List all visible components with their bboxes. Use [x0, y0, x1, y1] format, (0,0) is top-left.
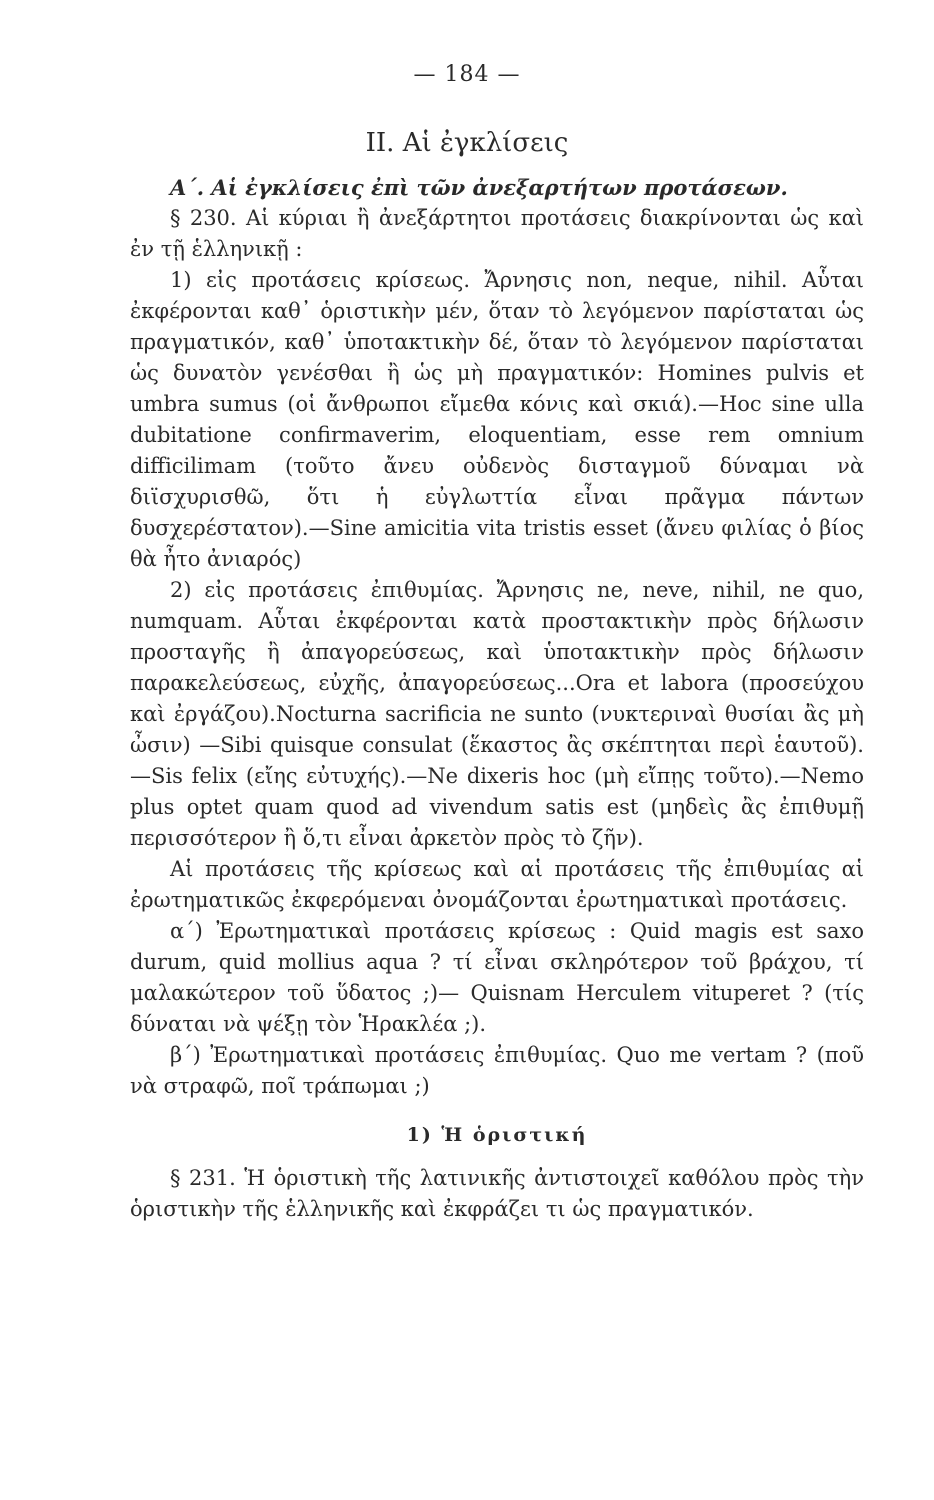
paragraph-interrogative-judgement: α΄) Ἐρωτηματικαὶ προτάσεις κρίσεως : Quid magis est saxo durum, quid mollius aqua ? τί εἶναι σκληρότερον τοῦ βράχου, τί μαλακώτερον τοῦ ὕδατος ;)— Quisnam Herculem vituperet ? (τίς δύναται νὰ ψέξῃ τὸν Ἡρακλέα ;).: [130, 919, 864, 1036]
paragraph-231: § 231. Ἡ ὁριστικὴ τῆς λατινικῆς ἀντιστοιχεῖ καθόλου πρὸς τὴν ὁριστικὴν τῆς ἑλληνικῆς καὶ ἐκφράζει τι ὡς πραγματικόν.: [130, 1166, 864, 1221]
page-number: — 184 —: [413, 62, 521, 87]
paragraph-interrogative: Αἱ προτάσεις τῆς κρίσεως καὶ αἱ προτάσεις τῆς ἐπιθυμίας αἱ ἐρωτηματικῶς ἐκφερόμεναι ὀνομάζονται ἐρωτηματικαὶ προτάσεις.: [130, 857, 864, 912]
paragraph-interrogative-desire: β΄) Ἐρωτηματικαὶ προτάσεις ἐπιθυμίας. Quo me vertam ? (ποῦ νὰ στραφῶ, ποῖ τράπωμαι ;): [130, 1043, 864, 1098]
subheading: Α΄. Αἱ ἐγκλίσεις ἐπὶ τῶν ἀνεξαρτήτων προτάσεων.: [170, 175, 788, 200]
paragraph-desire: 2) εἰς προτάσεις ἐπιθυμίας. Ἄρνησις ne, neve, nihil, ne quo, numquam. Αὗται ἐκφέρονται κατὰ προστακτικὴν πρὸς δήλωσιν προσταγῆς ἢ ἀπαγορεύσεως, καὶ ὑποτακτικὴν πρὸς δήλωσιν παρακελεύσεως, εὐχῆς, ἀπαγορεύσεως...Ora et labora (προσεύχου καὶ ἐργάζου).Nocturna sacrificia ne sunto (νυκτεριναὶ θυσίαι ἂς μὴ ὦσιν) —Sibi quisque consulat (ἕκαστος ἂς σκέπτηται περὶ ἑαυτοῦ).—Sis felix (εἴης εὐτυχής).—Ne dixeris hoc (μὴ εἴπῃς τοῦτο).—Nemo plus optet quam quod ad vivendum satis est (μηδεὶς ἂς ἐπιθυμῇ περισσότερον ἢ ὅ,τι εἶναι ἀρκετὸν πρὸς τὸ ζῆν).: [130, 578, 864, 850]
paragraph-judgement: 1) εἰς προτάσεις κρίσεως. Ἄρνησις non, neque, nihil. Αὗται ἐκφέρονται καθ᾽ ὁριστικὴν μέν, ὅταν τὸ λεγόμενον παρίσταται ὡς πραγματικόν, καθ᾽ ὑποτακτικὴν δέ, ὅταν τὸ λεγόμενον παρίσταται ὡς δυνατὸν γενέσθαι ἢ ὡς μὴ πραγματικόν: Homines pulvis et umbra sumus (οἱ ἄνθρωποι εἴμεθα κόνις καὶ σκιά).—Hoc sine ulla dubitatione confirmaverim, eloquentiam, esse rem omnium difficilimam (τοῦτο ἄνευ οὐδενὸς δισταγμοῦ δύναμαι νὰ διϊσχυρισθῶ, ὅτι ἡ εὐγλωττία εἶναι πρᾶγμα πάντων δυσχερέστατον).—Sine amicitia vita tristis esset (ἄνευ φιλίας ὁ βίος θὰ ἦτο ἀνιαρός): [130, 268, 864, 571]
chapter-title: II. Αἱ ἐγκλίσεις: [365, 128, 569, 158]
page-body: [130, 172, 864, 1225]
section-heading: 1) Ἡ ὁριστική: [406, 1124, 588, 1146]
paragraph-230: § 230. Αἱ κύριαι ἢ ἀνεξάρτητοι προτάσεις διακρίνονται ὡς καὶ ἐν τῇ ἑλληνικῇ :: [130, 206, 864, 261]
